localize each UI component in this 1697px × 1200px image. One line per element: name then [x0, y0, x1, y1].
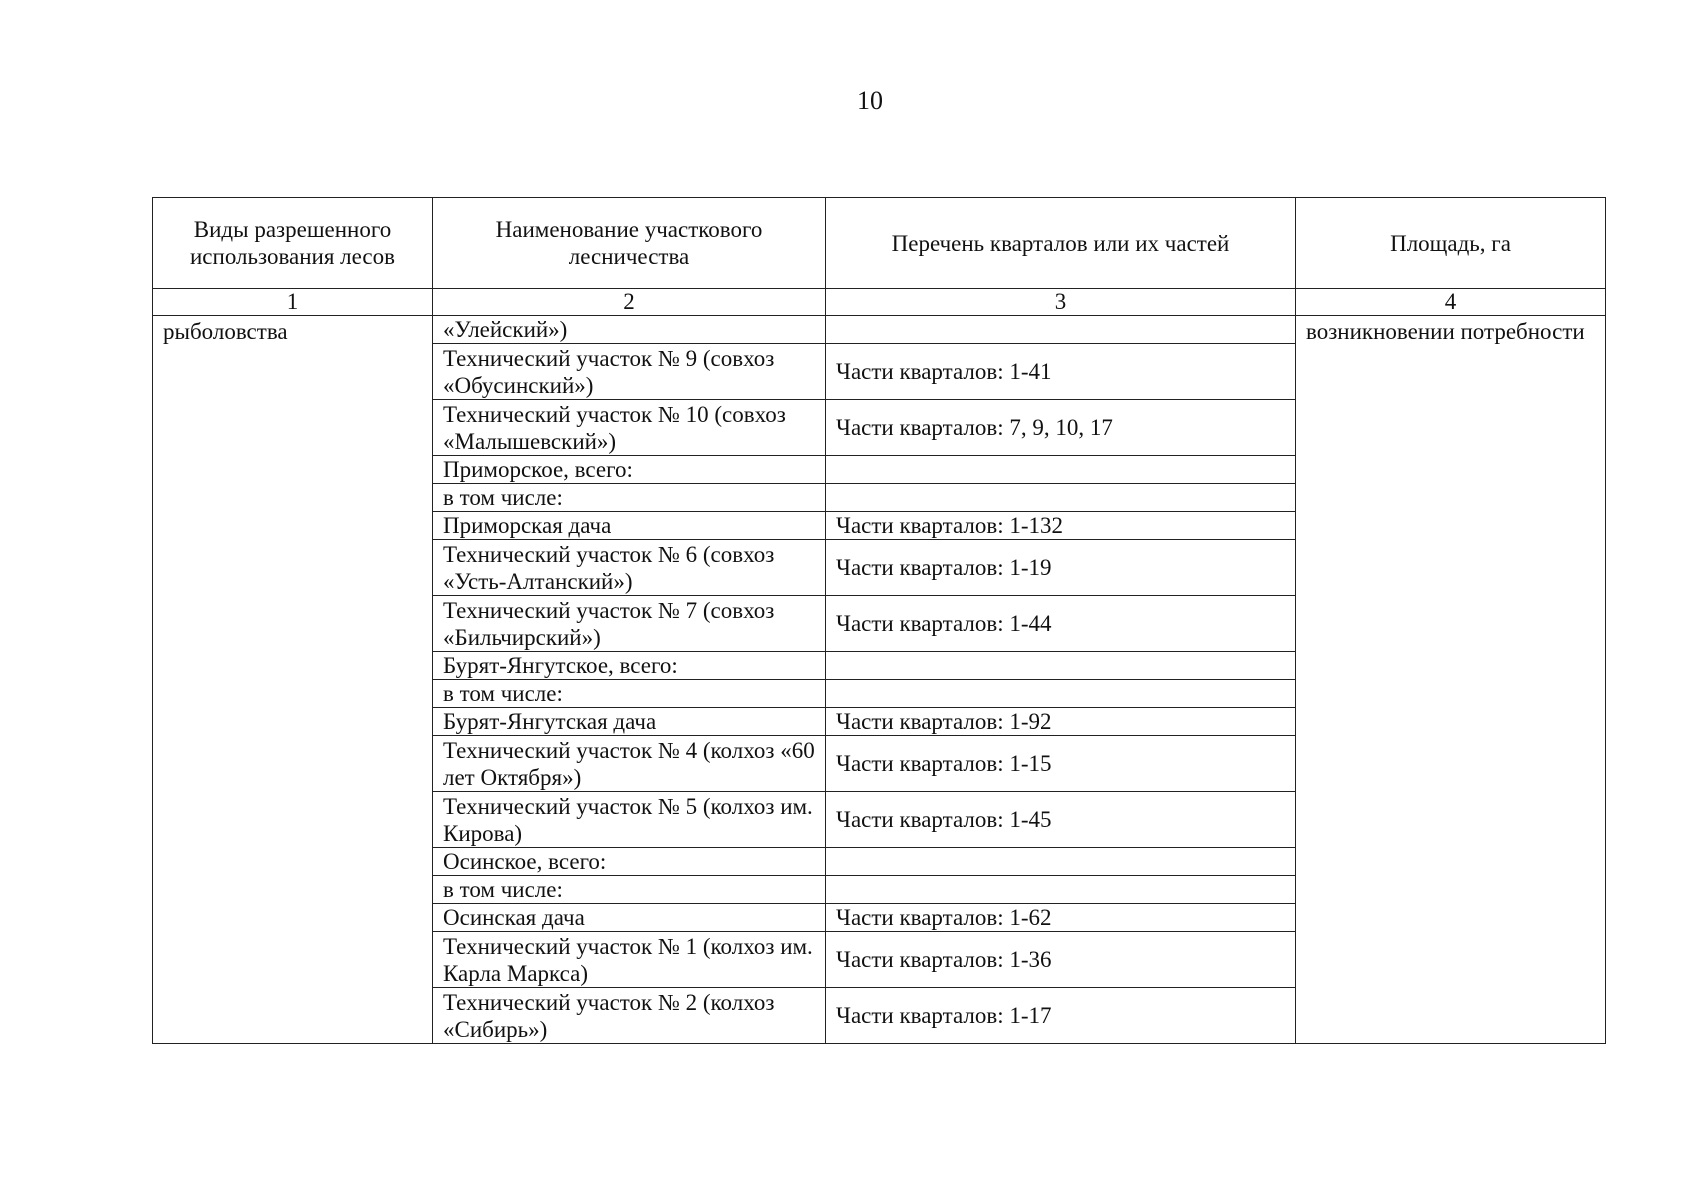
forestry-name-cell: в том числе:	[433, 680, 826, 708]
header-area: Площадь, га	[1296, 198, 1606, 289]
column-number-row	[153, 289, 1606, 316]
column-number: 2	[433, 289, 826, 316]
quarters-cell: Части кварталов: 1-62	[826, 904, 1296, 932]
quarters-cell: Части кварталов: 1-17	[826, 988, 1296, 1044]
quarters-cell	[826, 848, 1296, 876]
quarters-cell: Части кварталов: 1-44	[826, 596, 1296, 652]
quarters-cell	[826, 456, 1296, 484]
column-number: 1	[153, 289, 433, 316]
forestry-name-cell: Технический участок № 6 (совхоз «Усть-Алтанский»)	[433, 540, 826, 596]
quarters-cell	[826, 680, 1296, 708]
header-forestry-name: Наименование участкового лесничества	[433, 198, 826, 289]
quarters-cell: Части кварталов: 1-36	[826, 932, 1296, 988]
area-cell: возникновении потребности	[1296, 316, 1606, 1044]
table-row	[153, 316, 1606, 344]
forestry-name-cell: Технический участок № 5 (колхоз им. Кирова)	[433, 792, 826, 848]
quarters-cell: Части кварталов: 1-15	[826, 736, 1296, 792]
forestry-name-cell: Бурят-Янгутская дача	[433, 708, 826, 736]
quarters-cell: Части кварталов: 7, 9, 10, 17	[826, 400, 1296, 456]
quarters-cell	[826, 652, 1296, 680]
forestry-name-cell: Технический участок № 10 (совхоз «Малышевский»)	[433, 400, 826, 456]
forestry-name-cell: Бурят-Янгутское, всего:	[433, 652, 826, 680]
column-number: 3	[826, 289, 1296, 316]
forestry-name-cell: в том числе:	[433, 876, 826, 904]
forestry-name-cell: Осинское, всего:	[433, 848, 826, 876]
quarters-cell: Части кварталов: 1-41	[826, 344, 1296, 400]
use-type-cell: рыболовства	[153, 316, 433, 1044]
forestry-name-cell: Технический участок № 7 (совхоз «Бильчирский»)	[433, 596, 826, 652]
forestry-name-cell: Технический участок № 1 (колхоз им. Карла Маркса)	[433, 932, 826, 988]
forestry-name-cell: Осинская дача	[433, 904, 826, 932]
forestry-name-cell: Приморское, всего:	[433, 456, 826, 484]
quarters-cell: Части кварталов: 1-19	[826, 540, 1296, 596]
forestry-name-cell: Приморская дача	[433, 512, 826, 540]
quarters-cell: Части кварталов: 1-92	[826, 708, 1296, 736]
forestry-name-cell: в том числе:	[433, 484, 826, 512]
header-quarters-list: Перечень кварталов или их частей	[826, 198, 1296, 289]
header-use-type: Виды разрешенного использования лесов	[153, 198, 433, 289]
quarters-cell: Части кварталов: 1-45	[826, 792, 1296, 848]
header-row	[153, 198, 1606, 289]
quarters-cell	[826, 876, 1296, 904]
forestry-name-cell: Технический участок № 2 (колхоз «Сибирь»)	[433, 988, 826, 1044]
page-number: 10	[857, 86, 883, 115]
forestry-name-cell: Технический участок № 9 (совхоз «Обусинский»)	[433, 344, 826, 400]
quarters-cell	[826, 484, 1296, 512]
quarters-cell: Части кварталов: 1-132	[826, 512, 1296, 540]
forest-use-table	[152, 197, 1606, 1044]
forestry-name-cell: «Улейский»)	[433, 316, 826, 344]
quarters-cell	[826, 316, 1296, 344]
forestry-name-cell: Технический участок № 4 (колхоз «60 лет Октября»)	[433, 736, 826, 792]
column-number: 4	[1296, 289, 1606, 316]
